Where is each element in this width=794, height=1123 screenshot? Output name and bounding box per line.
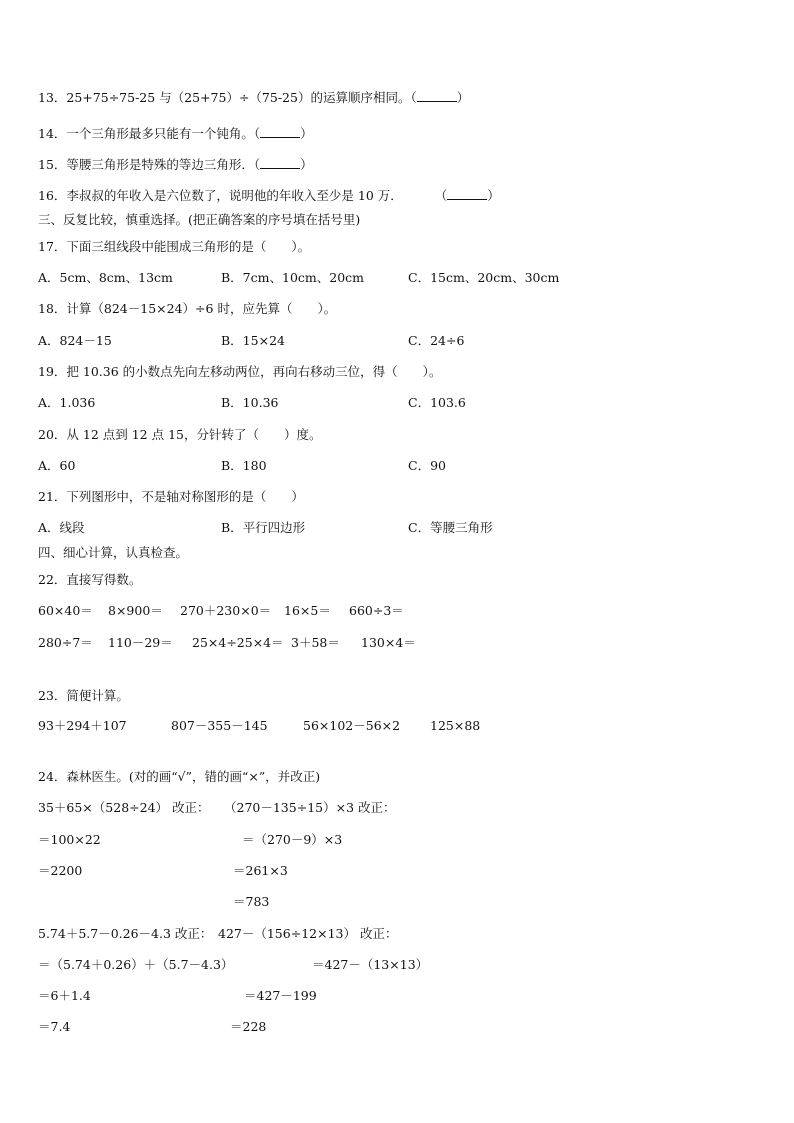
option-c[interactable]: C．103.6 — [408, 395, 466, 410]
question-17-options — [38, 270, 774, 286]
question-18: 18．计算（824－15×24）÷6 时，应先算（ ）。 — [38, 301, 337, 316]
question-20-options — [38, 458, 774, 474]
question-22-row-2 — [38, 635, 774, 651]
option-b[interactable]: B．7cm、10cm、20cm — [221, 270, 365, 285]
work-line: ＝427－199 — [244, 988, 317, 1003]
question-24-line — [38, 988, 774, 1004]
work-line: ＝2200 — [38, 863, 83, 878]
question-24-line — [38, 863, 774, 879]
work-line: （270－135÷15）×3 改正： — [224, 800, 396, 815]
question-18-options — [38, 333, 774, 349]
paren-close: ） — [300, 126, 313, 141]
calc-item: 3＋58＝ — [291, 635, 340, 650]
question-13-text: 13．25+75÷75-25 与（25+75）÷（75-25）的运算顺序相同。（ — [38, 90, 417, 105]
calc-item: 25×4÷25×4＝ — [192, 635, 284, 650]
question-23-title: 23．简便计算。 — [38, 688, 129, 703]
question-24-title: 24．森林医生。(对的画“√”，错的画“×”，并改正) — [38, 769, 321, 784]
calc-item: 660÷3＝ — [349, 603, 404, 618]
option-c[interactable]: C．等腰三角形 — [408, 520, 493, 535]
question-19: 19．把 10.36 的小数点先向左移动两位，再向右移动三位，得（ ）。 — [38, 364, 442, 379]
option-b[interactable]: B．180 — [221, 458, 267, 473]
question-15-text: 15．等腰三角形是特殊的等边三角形．（ — [38, 157, 261, 172]
question-14 — [38, 125, 313, 142]
option-a[interactable]: A．5cm、8cm、13cm — [38, 270, 173, 285]
calc-item: 93＋294＋107 — [38, 718, 127, 733]
section-4-title: 四、细心计算，认真检查。 — [38, 545, 189, 560]
work-line: 35＋65×（528÷24） 改正： — [38, 800, 210, 815]
option-a[interactable]: A．824－15 — [38, 333, 112, 348]
work-line: ＝228 — [230, 1019, 267, 1034]
calc-item: 130×4＝ — [361, 635, 416, 650]
section-3-title: 三、反复比较，慎重选择。(把正确答案的序号填在括号里) — [38, 212, 361, 227]
work-line: ＝783 — [233, 894, 270, 909]
question-13 — [38, 89, 469, 106]
option-b[interactable]: B．15×24 — [221, 333, 285, 348]
question-24-line — [38, 926, 774, 942]
work-line: ＝261×3 — [233, 863, 288, 878]
work-line: 5.74＋5.7－0.26－4.3 改正： — [38, 926, 213, 941]
question-14-text: 14．一个三角形最多只能有一个钝角。（ — [38, 126, 261, 141]
question-22-title: 22．直接写得数。 — [38, 572, 142, 587]
question-22-row-1 — [38, 603, 774, 619]
option-a[interactable]: A．线段 — [38, 520, 85, 535]
question-24-line — [38, 894, 774, 910]
option-c[interactable]: C．24÷6 — [408, 333, 465, 348]
paren-close: ） — [300, 157, 313, 172]
paren-open: （ — [434, 188, 448, 203]
question-17: 17．下面三组线段中能围成三角形的是（ ）。 — [38, 239, 311, 254]
work-line: ＝6＋1.4 — [38, 988, 91, 1003]
question-21-options — [38, 520, 774, 536]
work-line: ＝（5.74＋0.26）＋（5.7－4.3） — [38, 957, 234, 972]
calc-item: 807－355－145 — [171, 718, 268, 733]
calc-item: 110－29＝ — [108, 635, 173, 650]
option-a[interactable]: A．1.036 — [38, 395, 96, 410]
work-line: 427－（156÷12×13） 改正： — [218, 926, 398, 941]
option-c[interactable]: C．15cm、20cm、30cm — [408, 270, 560, 285]
question-24-line — [38, 832, 774, 848]
calc-item: 56×102－56×2 — [303, 718, 401, 733]
answer-blank[interactable] — [447, 187, 487, 200]
question-20: 20．从 12 点到 12 点 15，分针转了（ ）度。 — [38, 427, 322, 442]
question-19-options — [38, 395, 774, 411]
paren-close: ） — [456, 90, 470, 105]
calc-item: 270＋230×0＝ — [180, 603, 272, 618]
answer-blank[interactable] — [260, 125, 300, 138]
work-line: ＝7.4 — [38, 1019, 71, 1034]
question-23-items — [38, 718, 774, 734]
calc-item: 280÷7＝ — [38, 635, 93, 650]
question-21: 21．下列图形中，不是轴对称图形的是（ ） — [38, 489, 304, 504]
work-line: ＝100×22 — [38, 832, 101, 847]
question-24-line — [38, 1019, 774, 1035]
question-24-line — [38, 800, 774, 816]
calc-item: 60×40＝ — [38, 603, 93, 618]
calc-item: 16×5＝ — [284, 603, 331, 618]
question-16-text: 16．李叔叔的年收入是六位数了，说明他的年收入至少是 10 万． — [38, 188, 403, 203]
paren-close: ） — [487, 188, 500, 203]
question-15 — [38, 156, 313, 173]
work-line: ＝（270－9）×3 — [242, 832, 343, 847]
option-a[interactable]: A．60 — [38, 458, 76, 473]
question-16 — [38, 187, 500, 204]
work-line: ＝427－（13×13） — [312, 957, 429, 972]
calc-item: 125×88 — [430, 718, 481, 733]
question-24-line — [38, 957, 774, 973]
answer-blank[interactable] — [417, 89, 457, 102]
answer-blank[interactable] — [260, 156, 300, 169]
option-b[interactable]: B．10.36 — [221, 395, 279, 410]
option-c[interactable]: C．90 — [408, 458, 446, 473]
calc-item: 8×900＝ — [108, 603, 163, 618]
option-b[interactable]: B．平行四边形 — [221, 520, 306, 535]
